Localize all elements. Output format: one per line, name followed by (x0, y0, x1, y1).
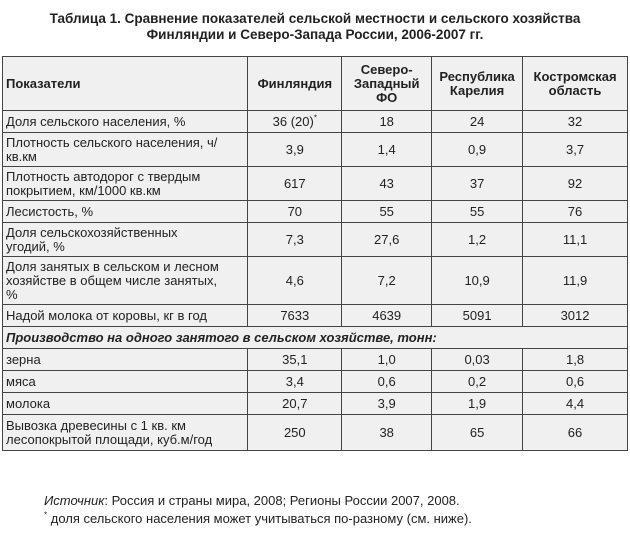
source-note (44, 493, 460, 509)
table-row: Надой молока от коровы, кг в год 7633 4639 5091 3012 (3, 305, 628, 327)
table-title (0, 11, 630, 45)
table-row: Доля сельского населения, % 36 (20)* 18 24 32 (3, 111, 628, 133)
table-row: Плотность сельского населения, ч/ кв.км 3,9 1,4 0,9 3,7 (3, 133, 628, 167)
header-row (3, 57, 628, 111)
header-finland: Финляндия (248, 57, 342, 111)
header-nwfd: Северо- Западный ФО (342, 57, 432, 111)
footnote (44, 511, 472, 527)
header-indicator: Показатели (3, 57, 248, 111)
table-row: Лесистость, % 70 55 55 76 (3, 201, 628, 223)
table-row: Доля сельскохозяйственных угодий, % 7,3 27,6 1,2 11,1 (3, 223, 628, 257)
table-row: Вывозка древесины с 1 кв. км лесопокрытой площади, куб.м/год 250 38 65 66 (3, 415, 628, 451)
table-row: зерна 35,1 1,0 0,03 1,8 (3, 349, 628, 371)
section-row (3, 327, 628, 349)
header-kostroma: Костромская область (523, 57, 628, 111)
table-row: Доля занятых в сельском и лесном хозяйстве в общем числе занятых, % 4,6 7,2 10,9 11,9 (3, 257, 628, 305)
comparison-table (2, 56, 628, 451)
title-line-1: Таблица 1. Сравнение показателей сельской местности и сельского хозяйства (49, 11, 581, 26)
footnote-text: доля сельского населения может учитываться по-разному (см. ниже). (47, 511, 472, 526)
title-line-2: Финляндии и Северо-Запада России, 2006-2007 гг. (146, 27, 484, 42)
footnote-mark: * (313, 113, 317, 123)
table-row: Плотность автодорог с твердым покрытием, км/1000 кв.км 617 43 37 92 (3, 167, 628, 201)
table-row: мяса 3,4 0,6 0,2 0,6 (3, 371, 628, 393)
footnote-star: * (44, 510, 48, 520)
source-text: : Россия и страны мира, 2008; Регионы России 2007, 2008. (104, 493, 460, 508)
table-row: молока 20,7 3,9 1,9 4,4 (3, 393, 628, 415)
section-heading: Производство на одного занятого в сельском хозяйстве, тонн: (3, 327, 628, 349)
source-label: Источник (44, 493, 105, 508)
header-karelia: Республика Карелия (432, 57, 523, 111)
